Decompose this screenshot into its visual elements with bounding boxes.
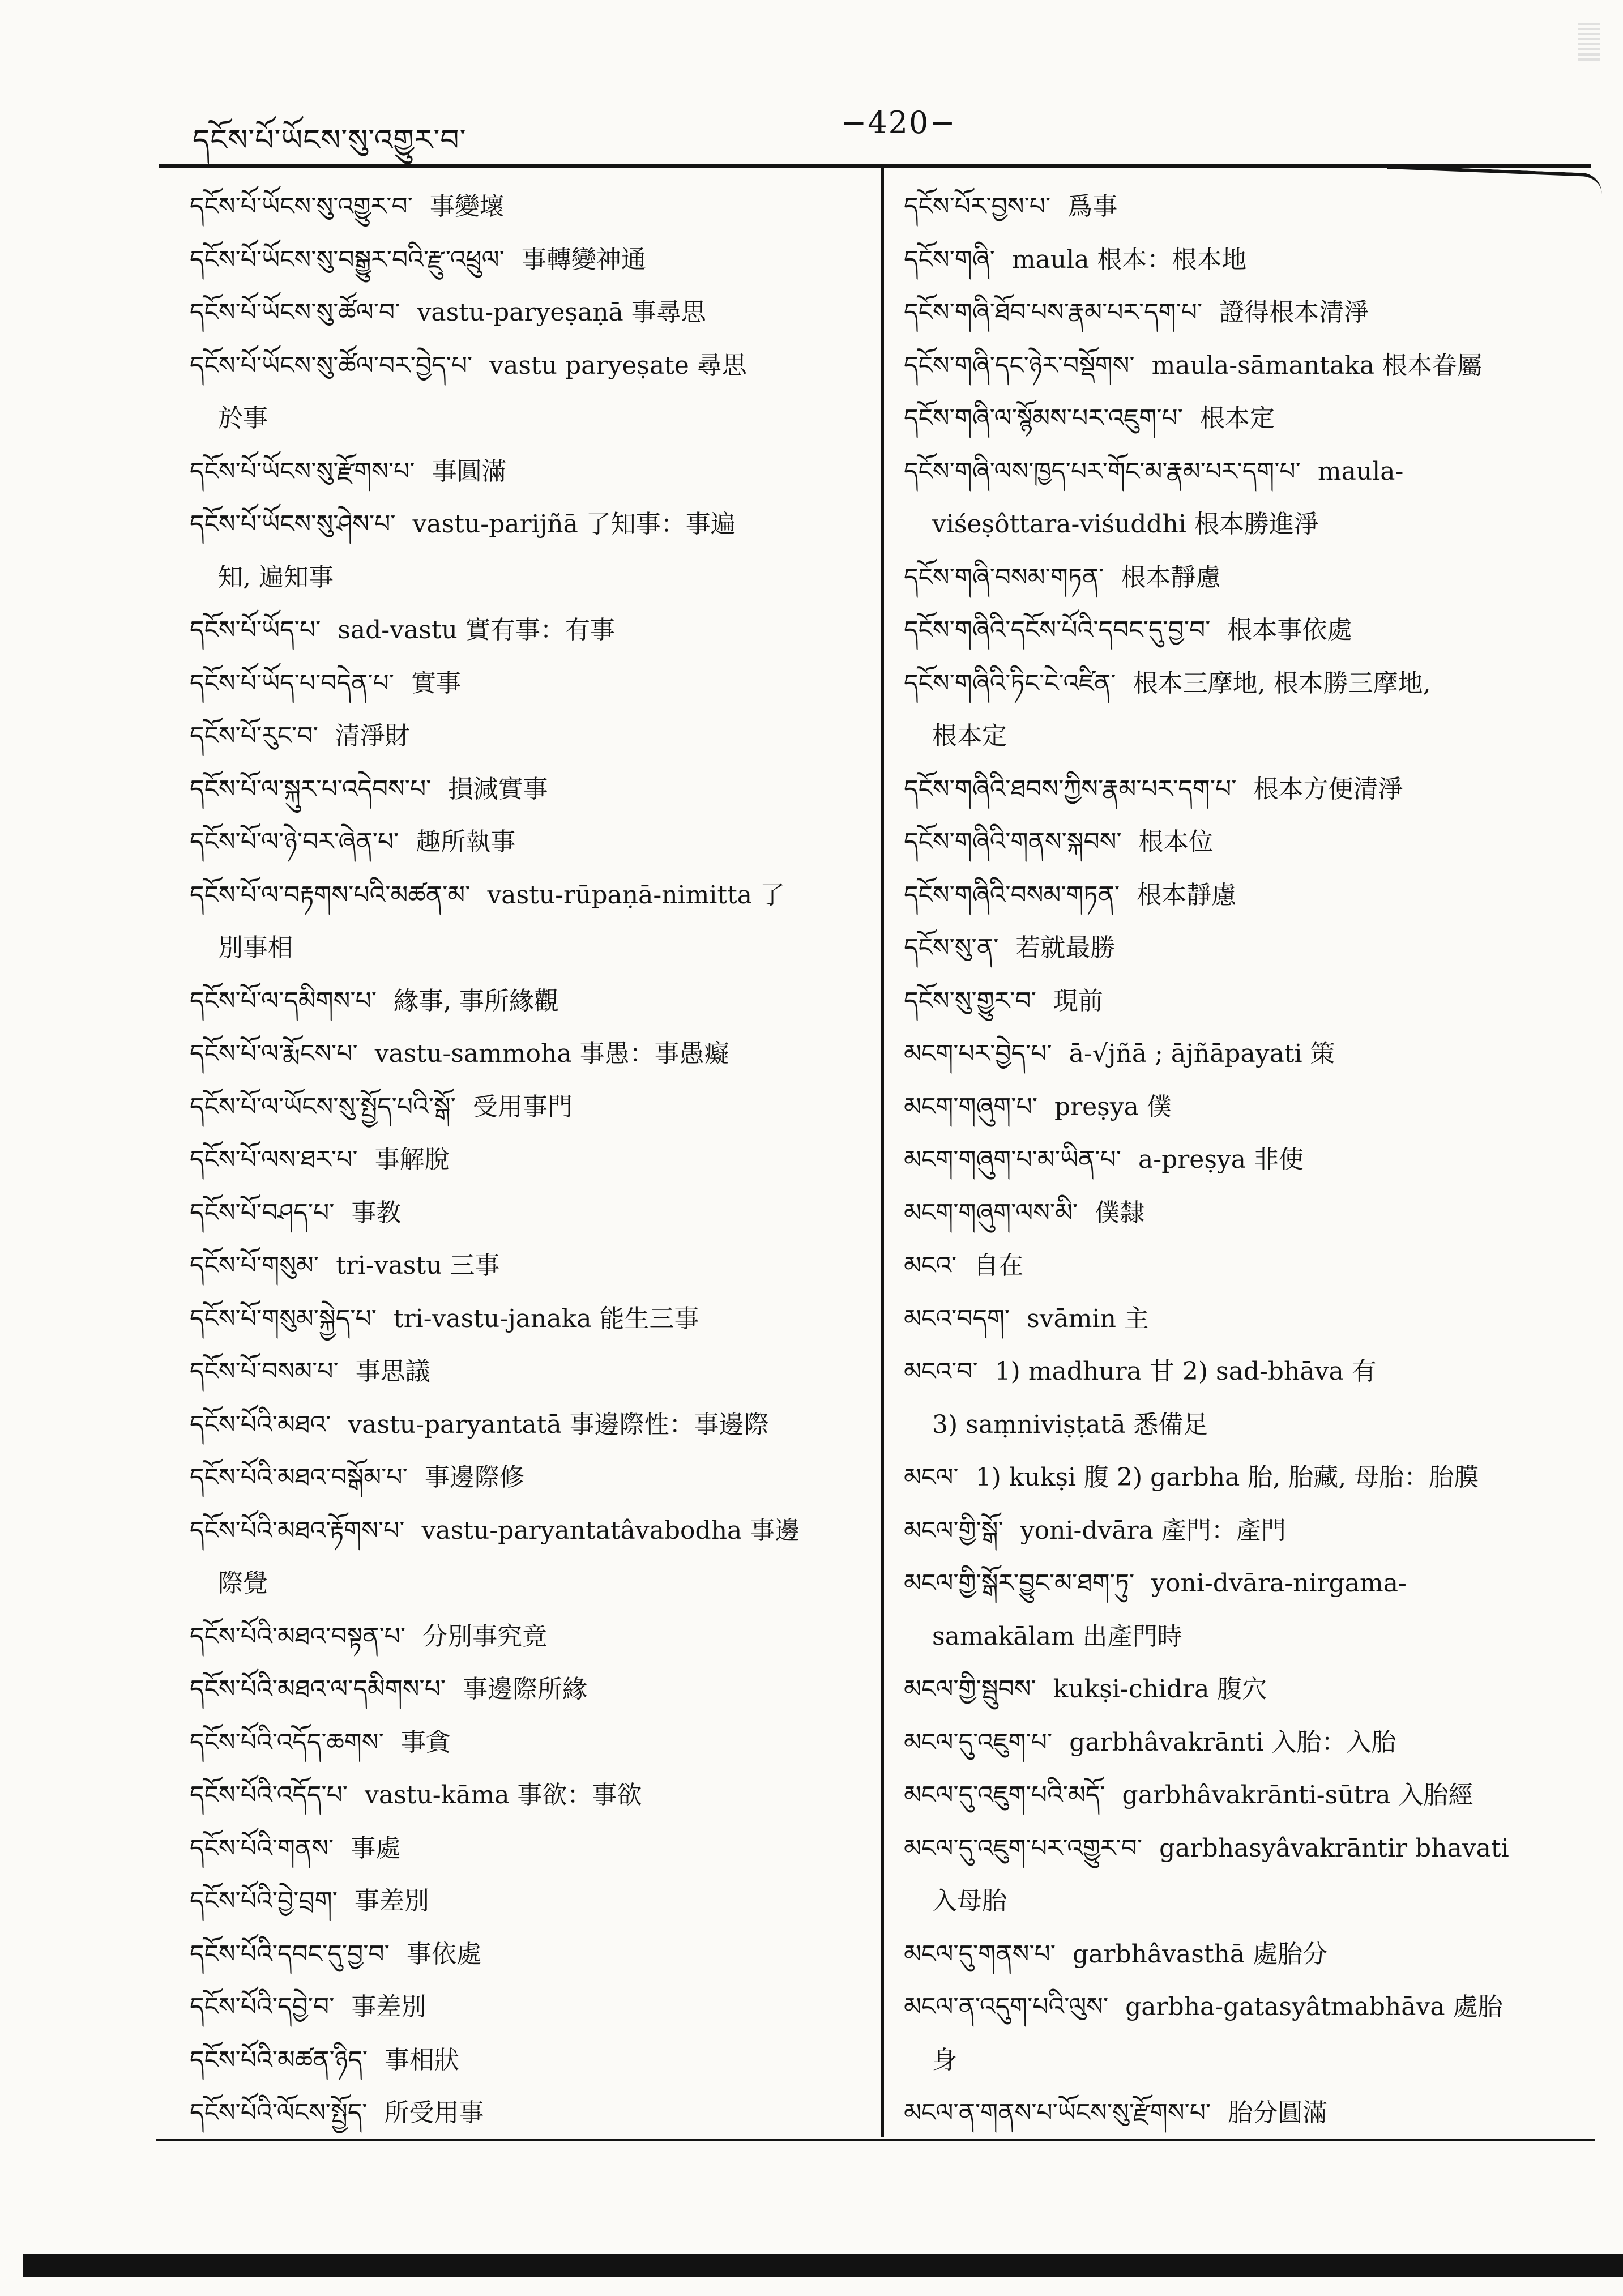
entry-gloss-continuation: samakālam 出產門時 bbox=[932, 1621, 1182, 1651]
entry-gloss-continuation: viśeṣôttara-viśuddhi 根本勝進淨 bbox=[932, 510, 1319, 539]
tibetan-headword: དངོས་པོའི་འདོད་ཆགས་ bbox=[190, 1727, 384, 1757]
tibetan-headword: དངོས་པོ་ལ་ཉེ་བར་ཞེན་པ་ bbox=[190, 827, 399, 856]
dictionary-entry bbox=[904, 1504, 1572, 1557]
dictionary-entry bbox=[904, 816, 1572, 869]
dictionary-entry bbox=[190, 1345, 864, 1398]
tibetan-headword: དངོས་པོའི་མཐའ་བསྒོམ་པ་ bbox=[190, 1463, 408, 1492]
entry-gloss: maula- bbox=[1317, 456, 1404, 486]
entry-gloss: 僕隸 bbox=[1095, 1198, 1145, 1227]
tibetan-headword: དངོས་པོར་བྱས་པ་ bbox=[904, 192, 1051, 221]
tibetan-headword: དངོས་གཞི་ཐོབ་པས་རྣམ་པར་དག་པ་ bbox=[904, 298, 1203, 327]
entry-gloss: garbha-gatasyâtmabhāva 處胎 bbox=[1125, 1992, 1503, 2021]
tibetan-headword: མངག་པར་བྱེད་པ་ bbox=[904, 1039, 1052, 1068]
dictionary-entry bbox=[190, 1187, 864, 1240]
entry-gloss: maula-sāmantaka 根本眷屬 bbox=[1151, 351, 1482, 380]
tibetan-headword: མངག་གཞུག་པ་ bbox=[904, 1092, 1037, 1121]
tibetan-headword: དངོས་པོ་ཡོངས་སུ་བསྒྱུར་བའི་རྫུ་འཕྲུལ་ bbox=[190, 245, 505, 274]
dictionary-entry bbox=[904, 1928, 1572, 1981]
tibetan-headword: དངོས་པོའི་བྱེ་བྲག་ bbox=[190, 1887, 338, 1915]
tibetan-headword: དངོས་པོ་ལ་ཡོངས་སུ་སྤྱོད་པའི་སྒོ་ bbox=[190, 1092, 456, 1121]
entry-gloss: 事依處 bbox=[406, 1939, 481, 1969]
dictionary-entry bbox=[904, 975, 1572, 1028]
dictionary-entry bbox=[190, 604, 864, 657]
entry-gloss: 根本靜慮 bbox=[1121, 562, 1221, 592]
tibetan-headword: དངོས་གཞི་བསམ་གཏན་ bbox=[904, 562, 1104, 592]
entry-gloss: tri-vastu-janaka 能生三事 bbox=[393, 1304, 699, 1333]
entry-gloss: 若就最勝 bbox=[1015, 933, 1116, 962]
dictionary-entry bbox=[190, 1292, 864, 1346]
tibetan-headword: དངོས་པོ་ཡོངས་སུ་ཤེས་པ་ bbox=[190, 510, 396, 539]
entry-gloss: 所受用事 bbox=[384, 2098, 484, 2127]
entry-gloss: 根本靜慮 bbox=[1137, 880, 1237, 910]
tibetan-headword: མངལ་ན་འདུག་པའི་ལུས་ bbox=[904, 1992, 1109, 2021]
entry-gloss: 事轉變神通 bbox=[521, 245, 646, 274]
dictionary-entry bbox=[190, 1239, 864, 1292]
dictionary-entry bbox=[904, 2086, 1572, 2140]
entry-gloss: garbhâvakrānti-sūtra 入胎經 bbox=[1122, 1781, 1473, 1810]
dictionary-entry bbox=[190, 1928, 864, 1981]
entry-gloss: 事處 bbox=[351, 1833, 401, 1863]
dictionary-entry bbox=[904, 339, 1572, 392]
dictionary-entry bbox=[190, 1716, 864, 1769]
tibetan-headword: དངོས་པོ་བསམ་པ་ bbox=[190, 1357, 339, 1386]
entry-gloss: 事變壞 bbox=[429, 192, 505, 221]
tibetan-headword: མངག་གཞུག་པ་མ་ཡིན་པ་ bbox=[904, 1145, 1121, 1174]
tibetan-headword: དངོས་པོ་ལ་བརྟགས་པའི་མཚན་མ་ bbox=[190, 880, 471, 910]
tibetan-headword: དངོས་གཞིའི་བསམ་གཏན་ bbox=[904, 880, 1120, 910]
tibetan-headword: དངོས་པོ་གསུམ་ bbox=[190, 1251, 319, 1280]
entry-gloss: 事思議 bbox=[355, 1357, 430, 1386]
dictionary-entry bbox=[190, 339, 864, 445]
tibetan-headword: དངོས་པོ་ཡོངས་སུ་ཚོལ་བར་བྱེད་པ་ bbox=[190, 351, 473, 380]
entry-gloss: 緣事, 事所緣觀 bbox=[393, 986, 559, 1015]
tibetan-headword: མངལ་གྱི་སྦུབས་ bbox=[904, 1675, 1036, 1704]
page-number: −420− bbox=[841, 105, 956, 140]
dictionary-entry bbox=[904, 1981, 1572, 2086]
tibetan-headword: མངལ་དུ་འཇུག་པའི་མདོ་ bbox=[904, 1781, 1105, 1810]
dictionary-entry bbox=[904, 1769, 1572, 1822]
tibetan-headword: དངོས་པོ་རུང་བ་ bbox=[190, 722, 318, 750]
entry-gloss: 事解脫 bbox=[374, 1145, 450, 1174]
entry-gloss-continuation: 知, 遍知事 bbox=[218, 562, 334, 592]
tibetan-headword: དངོས་པོ་ལ་དམིགས་པ་ bbox=[190, 986, 377, 1015]
dictionary-entry bbox=[904, 445, 1572, 551]
dictionary-entry bbox=[904, 604, 1572, 657]
dictionary-entry bbox=[190, 1981, 864, 2034]
entry-gloss: vastu-kāma 事欲：事欲 bbox=[365, 1781, 642, 1810]
entry-gloss: 受用事門 bbox=[472, 1092, 573, 1121]
tibetan-headword: དངོས་པོའི་ལོངས་སྤྱོད་ bbox=[190, 2098, 368, 2127]
entry-gloss: 1) kukṣi 腹 2) garbha 胎, 胎藏, 母胎：胎膜 bbox=[975, 1463, 1479, 1492]
top-rule bbox=[159, 164, 1591, 168]
entry-gloss: 事圓滿 bbox=[432, 456, 507, 486]
tibetan-headword: དངོས་པོ་ཡོད་པ་བདེན་པ་ bbox=[190, 668, 395, 698]
entry-gloss: yoni-dvāra 產門：產門 bbox=[1020, 1516, 1286, 1545]
entry-gloss-continuation: 於事 bbox=[218, 404, 268, 433]
tibetan-headword: མངའ་ bbox=[904, 1251, 957, 1280]
tibetan-headword: དངོས་པོའི་གནས་ bbox=[190, 1833, 334, 1863]
tibetan-headword: དངོས་པོའི་དབང་དུ་བྱ་བ་ bbox=[190, 1939, 390, 1969]
entry-gloss: 根本事依處 bbox=[1227, 616, 1352, 645]
dictionary-entry bbox=[904, 1027, 1572, 1081]
entry-gloss: preṣya 僕 bbox=[1054, 1092, 1172, 1121]
tibetan-headword: དངོས་པོའི་མཚན་ཉིད་ bbox=[190, 2045, 368, 2075]
dictionary-entry bbox=[190, 445, 864, 498]
dictionary-entry bbox=[190, 710, 864, 763]
dictionary-entry bbox=[190, 1027, 864, 1081]
dictionary-entry bbox=[904, 1133, 1572, 1187]
tibetan-headword: དངོས་པོ་བཤད་པ་ bbox=[190, 1198, 335, 1227]
dictionary-entry bbox=[190, 1398, 864, 1452]
entry-gloss: sad-vastu 實有事：有事 bbox=[338, 616, 615, 645]
dictionary-entry bbox=[904, 1187, 1572, 1240]
dictionary-entry bbox=[190, 286, 864, 339]
tibetan-headword: དངོས་པོའི་མཐའ་བསྟན་པ་ bbox=[190, 1621, 406, 1651]
left-column bbox=[190, 180, 864, 2140]
tibetan-headword: དངོས་པོའི་འདོད་པ་ bbox=[190, 1781, 348, 1810]
entry-gloss: garbhâvasthā 處胎分 bbox=[1073, 1939, 1328, 1969]
tibetan-headword: མངལ་ན་གནས་པ་ཡོངས་སུ་རྫོགས་པ་ bbox=[904, 2098, 1211, 2127]
page-edge-smudge bbox=[1578, 23, 1600, 62]
dictionary-entry bbox=[190, 1875, 864, 1928]
dictionary-entry bbox=[190, 180, 864, 233]
dictionary-entry bbox=[904, 1663, 1572, 1716]
entry-gloss: vastu paryeṣate 尋思 bbox=[489, 351, 747, 380]
tibetan-headword: དངོས་པོའི་མཐའ་རྟོགས་པ་ bbox=[190, 1516, 405, 1545]
entry-gloss: vastu-paryantatā 事邊際性：事邊際 bbox=[348, 1410, 769, 1439]
entry-gloss-continuation: 根本定 bbox=[932, 722, 1007, 750]
entry-gloss: 事貪 bbox=[400, 1727, 451, 1757]
dictionary-entry bbox=[190, 816, 864, 869]
dictionary-entry bbox=[904, 869, 1572, 922]
entry-gloss: maula 根本：根本地 bbox=[1011, 245, 1247, 274]
tibetan-headword: དངོས་གཞི་ལ་སྙོམས་པར་འཇུག་པ་ bbox=[904, 404, 1183, 433]
entry-gloss: 實事 bbox=[411, 668, 462, 698]
dictionary-entry bbox=[190, 975, 864, 1028]
entry-gloss-continuation: 別事相 bbox=[218, 933, 293, 962]
tibetan-headword: དངོས་གཞི་ལས་ཁྱད་པར་གོང་མ་རྣམ་པར་དག་པ་ bbox=[904, 456, 1301, 486]
bottom-scan-band bbox=[23, 2254, 1623, 2277]
entry-gloss-continuation: 3) saṃniviṣṭatā 悉備足 bbox=[932, 1410, 1208, 1439]
dictionary-entry bbox=[904, 1239, 1572, 1292]
dictionary-entry bbox=[190, 1504, 864, 1610]
running-head: དངོས་པོ་ཡོངས་སུ་འགྱུར་བ་ bbox=[193, 123, 467, 157]
tibetan-headword: དངོས་པོ་ཡོངས་སུ་འགྱུར་བ་ bbox=[190, 192, 413, 221]
entry-gloss: 事差別 bbox=[351, 1992, 426, 2021]
entry-gloss: garbhâvakrānti 入胎：入胎 bbox=[1069, 1727, 1396, 1757]
tibetan-headword: དངོས་གཞིའི་གནས་སྐབས་ bbox=[904, 827, 1122, 856]
entry-gloss: 根本方便清淨 bbox=[1253, 774, 1403, 804]
dictionary-entry bbox=[190, 233, 864, 287]
dictionary-entry bbox=[190, 1133, 864, 1187]
entry-gloss: 清淨財 bbox=[335, 722, 410, 750]
tibetan-headword: དངོས་པོའི་དབྱེ་བ་ bbox=[190, 1992, 335, 2021]
tibetan-headword: དངོས་པོའི་མཐའ་ bbox=[190, 1410, 331, 1439]
dictionary-entry bbox=[904, 551, 1572, 604]
dictionary-entry bbox=[904, 1081, 1572, 1134]
dictionary-entry bbox=[190, 869, 864, 975]
dictionary-entry bbox=[904, 657, 1572, 763]
tibetan-headword: དངོས་པོ་ཡོངས་སུ་ཚོལ་བ་ bbox=[190, 298, 400, 327]
tibetan-headword: མངལ་དུ་གནས་པ་ bbox=[904, 1939, 1056, 1969]
tibetan-headword: མངལ་དུ་འཇུག་པར་འགྱུར་བ་ bbox=[904, 1833, 1143, 1863]
tibetan-headword: དངོས་པོ་ཡོངས་སུ་རྫོགས་པ་ bbox=[190, 456, 415, 486]
dictionary-entry bbox=[190, 1451, 864, 1504]
dictionary-entry bbox=[190, 1081, 864, 1134]
dictionary-entry bbox=[190, 1610, 864, 1663]
tibetan-headword: དངོས་པོ་ལ་སྐུར་པ་འདེབས་པ་ bbox=[190, 774, 432, 804]
entry-gloss: 分別事究竟 bbox=[422, 1621, 548, 1651]
entry-gloss: garbhasyâvakrāntir bhavati bbox=[1159, 1833, 1509, 1863]
dictionary-entry bbox=[190, 2086, 864, 2140]
column-divider bbox=[881, 167, 884, 2137]
entry-gloss: 根本定 bbox=[1199, 404, 1275, 433]
entry-gloss: 事邊際修 bbox=[424, 1463, 524, 1492]
dictionary-entry bbox=[190, 1663, 864, 1716]
entry-gloss: 事邊際所緣 bbox=[463, 1675, 588, 1704]
tibetan-headword: དངོས་གཞིའི་ཏིང་ངེ་འཛིན་ bbox=[904, 668, 1116, 698]
dictionary-entry bbox=[904, 392, 1572, 445]
dictionary-entry bbox=[904, 180, 1572, 233]
tibetan-headword: མངལ་དུ་འཇུག་པ་ bbox=[904, 1727, 1053, 1757]
tibetan-headword: དངོས་པོའི་མཐའ་ལ་དམིགས་པ་ bbox=[190, 1675, 446, 1704]
tibetan-headword: དངོས་པོ་ཡོད་པ་ bbox=[190, 616, 321, 645]
tibetan-headword: མངའ་བ་ bbox=[904, 1357, 978, 1386]
tibetan-headword: དངོས་པོ་ལས་ཐར་པ་ bbox=[190, 1145, 358, 1174]
dictionary-entry bbox=[904, 1822, 1572, 1928]
tibetan-headword: མངལ་གྱི་སྒོ་ bbox=[904, 1516, 1003, 1545]
entry-gloss-continuation: 際覺 bbox=[218, 1569, 268, 1598]
entry-gloss: ā-√jñā ; ājñāpayati 策 bbox=[1069, 1039, 1335, 1068]
tibetan-headword: མངལ་གྱི་སྒོར་བྱུང་མ་ཐག་ཏུ་ bbox=[904, 1569, 1135, 1598]
dictionary-entry bbox=[190, 657, 864, 710]
dictionary-entry bbox=[904, 1716, 1572, 1769]
tibetan-headword: མངག་གཞུག་ལས་མི་ bbox=[904, 1198, 1078, 1227]
right-column bbox=[904, 180, 1572, 2140]
entry-gloss: kukṣi-chidra 腹穴 bbox=[1053, 1675, 1267, 1704]
entry-gloss: 現前 bbox=[1053, 986, 1103, 1015]
dictionary-entry bbox=[904, 1345, 1572, 1451]
entry-gloss: svāmin 主 bbox=[1027, 1304, 1149, 1333]
entry-gloss: 1) madhura 甘 2) sad-bhāva 有 bbox=[994, 1357, 1377, 1386]
tibetan-headword: མངའ་བདག་ bbox=[904, 1304, 1010, 1333]
entry-gloss: 事相狀 bbox=[385, 2045, 460, 2075]
entry-gloss: 證得根本清淨 bbox=[1219, 298, 1369, 327]
dictionary-entry bbox=[904, 1557, 1572, 1663]
tibetan-headword: དངོས་གཞི་དང་ཉེར་བསྡོགས་ bbox=[904, 351, 1135, 380]
entry-gloss: vastu-paryeṣaṇā 事尋思 bbox=[417, 298, 706, 327]
tibetan-headword: དངོས་གཞིའི་ཐབས་ཀྱིས་རྣམ་པར་དག་པ་ bbox=[904, 774, 1237, 804]
dictionary-entry bbox=[904, 233, 1572, 287]
dictionary-entry bbox=[904, 286, 1572, 339]
tibetan-headword: དངོས་གཞི་ bbox=[904, 245, 995, 274]
dictionary-entry bbox=[904, 1292, 1572, 1346]
entry-gloss: a-preṣya 非使 bbox=[1138, 1145, 1304, 1174]
dictionary-entry bbox=[904, 763, 1572, 816]
dictionary-entry bbox=[190, 1822, 864, 1875]
dictionary-entry bbox=[190, 2034, 864, 2087]
dictionary-entry bbox=[190, 498, 864, 604]
entry-gloss: vastu-rūpaṇā-nimitta 了 bbox=[487, 880, 785, 910]
entry-gloss: 爲事 bbox=[1067, 192, 1118, 221]
dictionary-entry bbox=[190, 1769, 864, 1822]
entry-gloss: tri-vastu 三事 bbox=[336, 1251, 500, 1280]
entry-gloss-continuation: 入母胎 bbox=[932, 1887, 1007, 1915]
entry-gloss: 損減實事 bbox=[448, 774, 548, 804]
entry-gloss: 胎分圓滿 bbox=[1228, 2098, 1328, 2127]
entry-gloss: 事差別 bbox=[354, 1887, 429, 1915]
entry-gloss: 根本位 bbox=[1138, 827, 1214, 856]
tibetan-headword: དངོས་སུ་གྱུར་བ་ bbox=[904, 986, 1036, 1015]
tibetan-headword: དངོས་པོ་ལ་རྨོངས་པ་ bbox=[190, 1039, 358, 1068]
tibetan-headword: དངོས་སུ་ན་ bbox=[904, 933, 999, 962]
dictionary-entry bbox=[904, 1451, 1572, 1504]
tibetan-headword: དངོས་གཞིའི་དངོས་པོའི་དབང་དུ་བྱ་བ་ bbox=[904, 616, 1211, 645]
entry-gloss: vastu-sammoha 事愚：事愚癡 bbox=[374, 1039, 729, 1068]
tibetan-headword: མངལ་ bbox=[904, 1463, 959, 1492]
tibetan-headword: དངོས་པོ་གསུམ་སྐྱེད་པ་ bbox=[190, 1304, 377, 1333]
entry-gloss: 趣所執事 bbox=[416, 827, 516, 856]
entry-gloss: 根本三摩地, 根本勝三摩地, bbox=[1133, 668, 1431, 698]
entry-gloss: vastu-parijñā 了知事：事遍 bbox=[412, 510, 736, 539]
entry-gloss: 事教 bbox=[351, 1198, 402, 1227]
entry-gloss-continuation: 身 bbox=[932, 2045, 957, 2075]
entry-gloss: yoni-dvāra-nirgama- bbox=[1151, 1569, 1407, 1598]
dictionary-entry bbox=[904, 921, 1572, 975]
entry-gloss: vastu-paryantatâvabodha 事邊 bbox=[421, 1516, 800, 1545]
entry-gloss: 自在 bbox=[973, 1251, 1024, 1280]
dictionary-entry bbox=[190, 763, 864, 816]
